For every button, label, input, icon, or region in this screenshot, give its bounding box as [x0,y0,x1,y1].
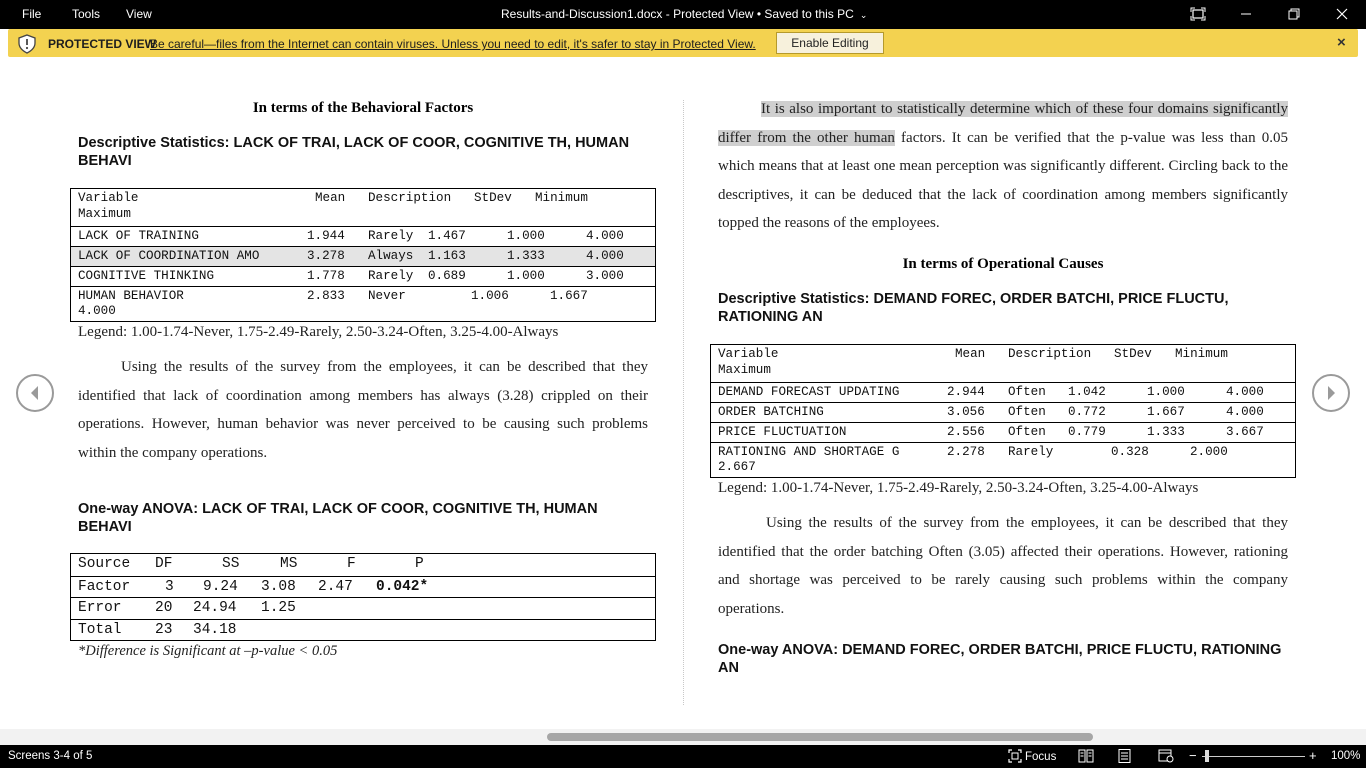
cell-ss: 34.18 [193,621,237,638]
cell-variable: LACK OF COORDINATION AMO [78,249,260,263]
table-row [711,442,1295,477]
next-screen-button[interactable] [1312,374,1350,412]
highlighted-text: It is also important to statistically determine which of these four domains significantly differ from the other human [718,101,1288,146]
col-ms: MS [280,556,298,572]
cell-minimum: 1.667 [1147,405,1185,419]
close-icon[interactable] [1331,4,1353,24]
table-row [71,597,655,619]
right-legend: Legend: 1.00-1.74-Never, 1.75-2.49-Rarely, 2.50-3.24-Often, 3.25-4.00-Always [718,480,1199,496]
cell-variable: PRICE FLUCTUATION [718,425,847,439]
cell-mean: 1.778 [307,269,345,283]
menu-file[interactable]: File [22,7,42,21]
cell-minimum: 1.000 [507,269,545,283]
table-row [71,576,655,598]
cell-df: 23 [155,621,173,638]
table-row [71,286,655,321]
cell-maximum: 4.000 [1226,405,1264,419]
cell-description: Always [368,249,414,263]
cell-stdev: 0.328 [1111,445,1149,459]
cell-mean: 1.944 [307,229,345,243]
cell-ms: 1.25 [261,600,296,616]
table-row [711,382,1295,402]
col-minimum: Minimum [535,191,588,205]
cell-maximum: 4.000 [78,304,116,318]
cell-mean: 3.056 [947,405,985,419]
paragraph-text: factors. It can be verified that the p-value was less than 0.05 which means that at least one mean perception was significantly different. Circling back to the descriptives, it can be deduced that the lack of coordination among members significantly topped the reasons of the employees. [718,129,1288,232]
cell-ss: 9.24 [203,578,238,595]
table-row [71,246,655,266]
zoom-out-button[interactable]: − [1189,748,1197,763]
cell-minimum: 2.000 [1190,445,1228,459]
left-desc-table [70,188,656,322]
cell-stdev: 0.779 [1068,425,1106,439]
cell-ss: 24.94 [193,600,237,616]
col-p: P [415,556,424,572]
focus-button[interactable] [1008,749,1056,763]
cell-variable: DEMAND FORECAST UPDATING [718,385,900,399]
screen-count: Screens 3-4 of 5 [8,750,93,762]
cell-variable: LACK OF TRAINING [78,229,199,243]
cell-description: Often [1008,405,1046,419]
zoom-level[interactable]: 100% [1331,750,1361,762]
chevron-down-icon: ⌄ [859,10,868,20]
cell-maximum: 4.000 [586,229,624,243]
operational-causes-heading: In terms of Operational Causes [902,256,1104,272]
cell-ms: 3.08 [261,578,296,595]
col-variable: Variable [718,347,779,361]
read-mode-icon[interactable] [1078,749,1094,766]
table-header-row [71,189,655,226]
cell-p: 0.042* [376,578,429,595]
table-row [71,266,655,286]
protected-view-message-link[interactable]: Be careful—files from the Internet can contain viruses. Unless you need to edit, it's safer to stay in Protected View. [150,37,756,51]
col-maximum: Maximum [78,207,131,221]
cell-stdev: 1.467 [428,229,466,243]
cell-mean: 2.944 [947,385,985,399]
table-row [711,422,1295,442]
right-desc-stats-title: Descriptive Statistics: DEMAND FOREC, ORDER BATCHI, PRICE FLUCTU, RATIONING AN [718,291,1229,325]
fullscreen-icon[interactable] [1187,4,1209,24]
horizontal-scrollbar[interactable] [0,729,1366,745]
zoom-in-button[interactable]: + [1309,748,1317,763]
cell-maximum: 3.667 [1226,425,1264,439]
table-header-row [711,345,1295,382]
cell-maximum: 4.000 [1226,385,1264,399]
page-divider [683,100,684,705]
restore-icon[interactable] [1283,4,1305,24]
col-f: F [347,556,356,572]
left-anova-title: One-way ANOVA: LACK OF TRAI, LACK OF COOR, COGNITIVE TH, HUMAN BEHAVI [78,501,598,535]
cell-description: Often [1008,385,1046,399]
table-row [71,226,655,246]
zoom-slider-thumb[interactable] [1205,750,1209,762]
cell-mean: 3.278 [307,249,345,263]
cell-minimum: 1.667 [550,289,588,303]
cell-maximum: 2.667 [718,460,756,474]
cell-description: Often [1008,425,1046,439]
col-mean: Mean [315,191,346,205]
col-stdev: StDev [474,191,512,205]
right-anova-title: One-way ANOVA: DEMAND FOREC, ORDER BATCHI, PRICE FLUCTU, RATIONING AN [718,642,1282,676]
status-bar [0,745,1366,768]
left-legend: Legend: 1.00-1.74-Never, 1.75-2.49-Rarely, 2.50-3.24-Often, 3.25-4.00-Always [78,324,559,340]
cell-mean: 2.833 [307,289,345,303]
document-title-text: Results-and-Discussion1.docx - Protected View • Saved to this PC [501,7,854,21]
col-maximum: Maximum [718,363,771,377]
close-icon[interactable]: × [1337,34,1346,51]
col-description: Description [368,191,452,205]
focus-icon [1008,749,1022,763]
cell-stdev: 1.042 [1068,385,1106,399]
cell-minimum: 1.333 [507,249,545,263]
zoom-slider[interactable] [1202,756,1305,757]
chevron-left-icon [18,376,52,410]
minimize-icon[interactable] [1235,4,1257,24]
chevron-right-icon [1314,376,1348,410]
cell-variable: ORDER BATCHING [718,405,824,419]
col-minimum: Minimum [1175,347,1228,361]
cell-minimum: 1.000 [1147,385,1185,399]
focus-label: Focus [1025,751,1057,763]
table-row [71,619,655,641]
previous-screen-button[interactable] [16,374,54,412]
col-df: DF [155,556,173,572]
left-paragraph: Using the results of the survey from the employees, it can be described that they identified that lack of coordination among members has always (3.28) crippled on their operations. However, human behavior was never perceived to be causing such problems within the company operations. [78,359,648,461]
cell-minimum: 1.000 [507,229,545,243]
cell-stdev: 1.006 [471,289,509,303]
cell-source: Factor [78,578,131,595]
cell-f: 2.47 [318,578,353,595]
cell-maximum: 3.000 [586,269,624,283]
cell-stdev: 1.163 [428,249,466,263]
cell-minimum: 1.333 [1147,425,1185,439]
table-row [711,402,1295,422]
right-desc-table [710,344,1296,478]
cell-variable: HUMAN BEHAVIOR [78,289,184,303]
menu-view[interactable]: View [126,7,152,21]
shield-icon [17,34,37,57]
left-anova-table [70,553,656,641]
col-mean: Mean [955,347,986,361]
table-header-row [71,554,655,576]
col-ss: SS [222,556,240,572]
cell-df: 3 [165,578,174,595]
cell-description: Never [368,289,406,303]
cell-df: 20 [155,600,173,616]
print-layout-icon[interactable] [1118,749,1132,766]
col-description: Description [1008,347,1092,361]
cell-mean: 2.556 [947,425,985,439]
left-desc-stats-title: Descriptive Statistics: LACK OF TRAI, LACK OF COOR, COGNITIVE TH, HUMAN BEHAVI [78,135,630,169]
col-variable: Variable [78,191,139,205]
document-title[interactable] [501,7,867,21]
cell-description: Rarely [368,229,414,243]
cell-maximum: 4.000 [586,249,624,263]
cell-description: Rarely [368,269,414,283]
protected-view-bar [8,29,1358,57]
behavioral-factors-heading: In terms of the Behavioral Factors [252,100,474,116]
cell-variable: COGNITIVE THINKING [78,269,215,283]
enable-editing-button[interactable]: Enable Editing [776,32,884,54]
cell-description: Rarely [1008,445,1054,459]
col-stdev: StDev [1114,347,1152,361]
cell-source: Error [78,600,122,616]
web-layout-icon[interactable] [1158,749,1174,766]
cell-stdev: 0.772 [1068,405,1106,419]
cell-source: Total [78,621,122,638]
title-bar [0,0,1366,29]
right-paragraph-1 [718,95,1288,238]
cell-variable: RATIONING AND SHORTAGE G [718,445,900,459]
scrollbar-thumb[interactable] [547,733,1093,741]
right-paragraph-2: Using the results of the survey from the employees, it can be described that they identified that the order batching Often (3.05) affected their operations. However, rationing and shortage was perceived to be rarely causing such problems within the company operations. [718,515,1288,617]
menu-tools[interactable]: Tools [72,7,101,21]
cell-mean: 2.278 [947,445,985,459]
cell-stdev: 0.689 [428,269,466,283]
significance-note: *Difference is Significant at –p-value < 0.05 [78,643,338,659]
protected-view-title: PROTECTED VIEW [48,37,157,51]
col-source: Source [78,556,131,572]
